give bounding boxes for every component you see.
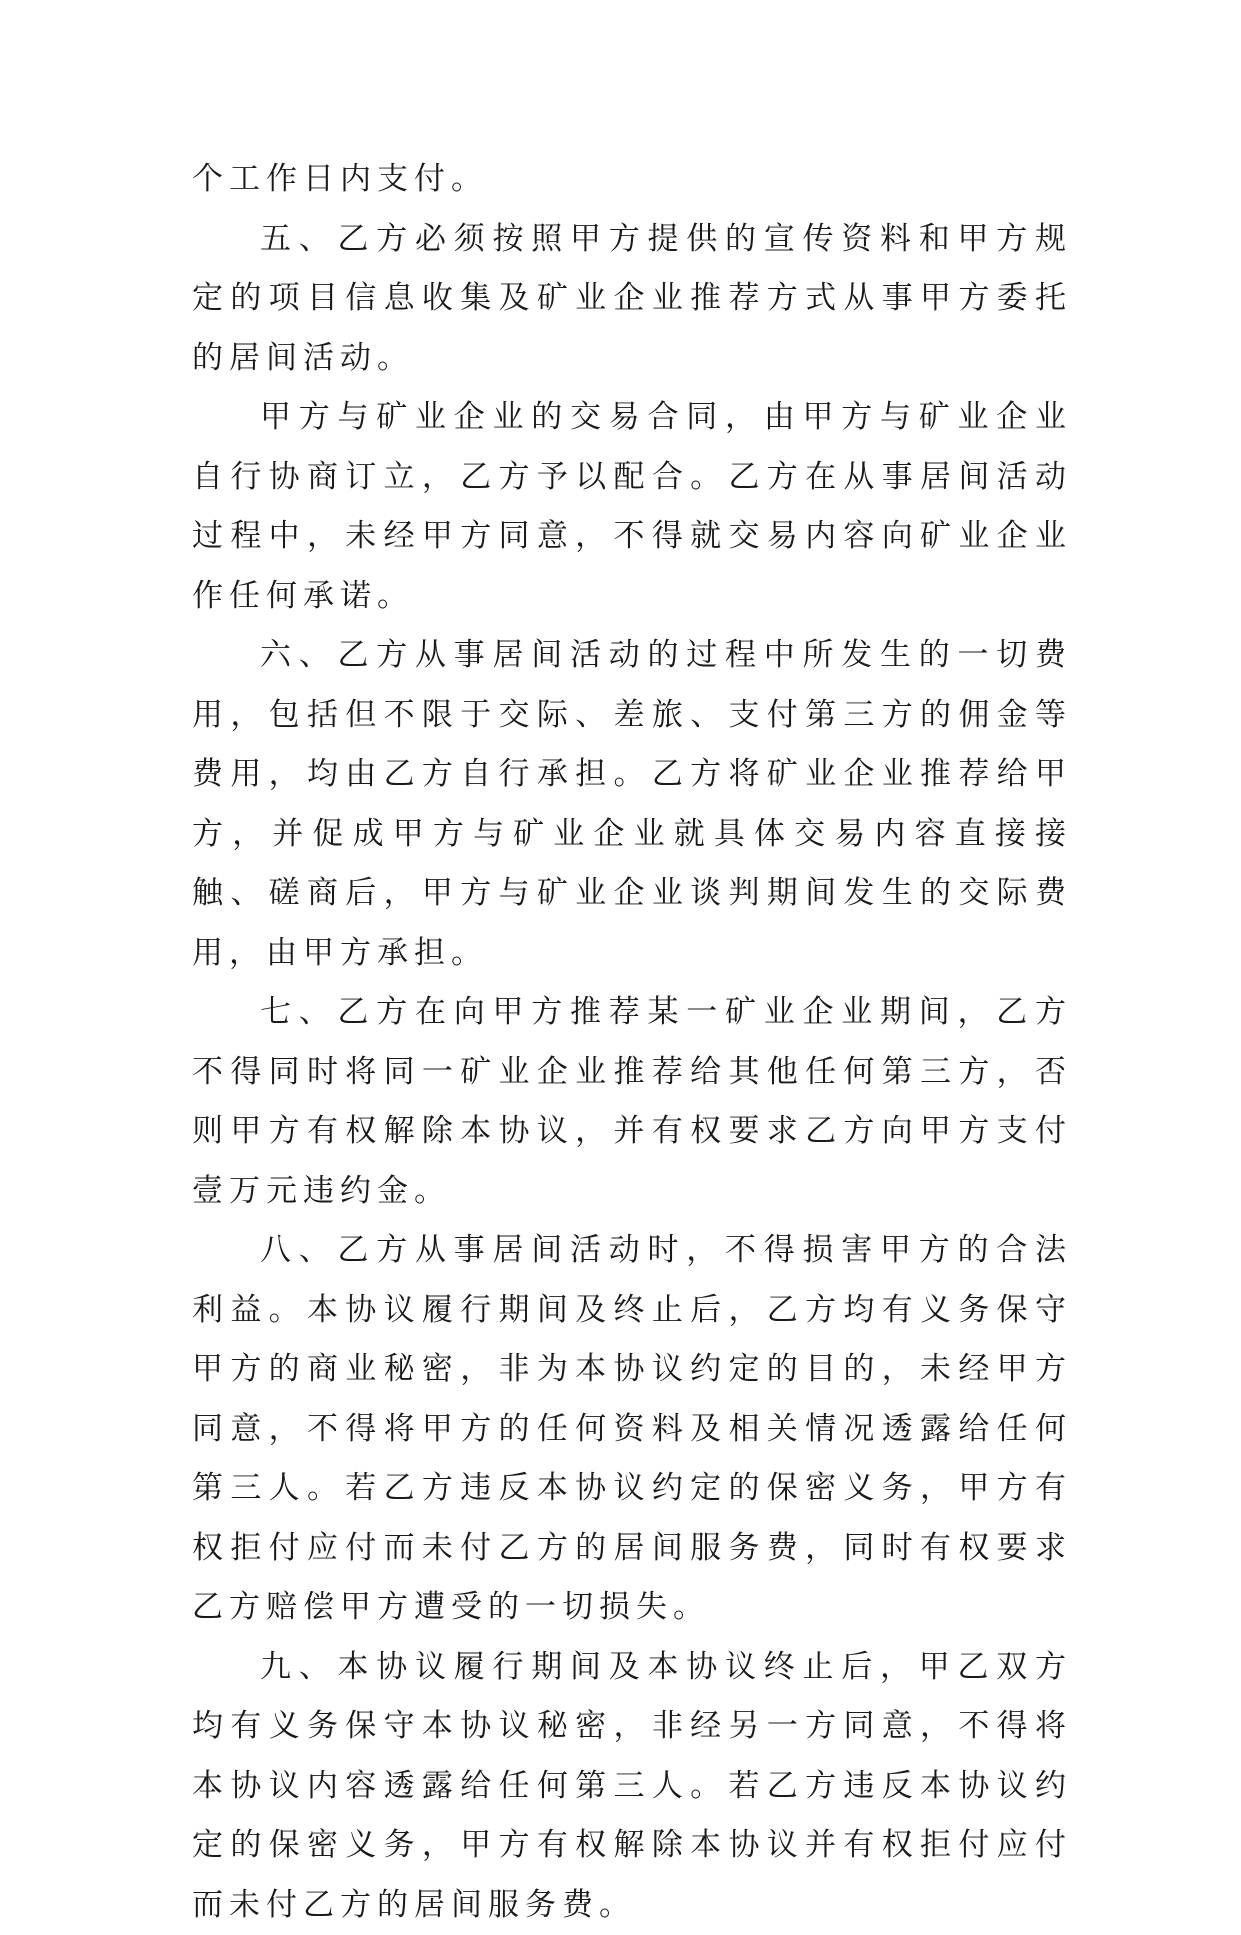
document-body <box>192 150 1072 1935</box>
paragraph-continued: 个工作日内支付。 <box>192 150 1072 210</box>
paragraph-clause-5: 五、乙方必须按照甲方提供的宣传资料和甲方规定的项目信息收集及矿业企业推荐方式从事甲方委托的居间活动。 <box>192 210 1072 389</box>
paragraph-clause-8: 八、乙方从事居间活动时，不得损害甲方的合法利益。本协议履行期间及终止后，乙方均有义务保守甲方的商业秘密，非为本协议约定的目的，未经甲方同意，不得将甲方的任何资料及相关情况透露给任何第三人。若乙方违反本协议约定的保密义务，甲方有权拒付应付而未付乙方的居间服务费，同时有权要求乙方赔偿甲方遭受的一切损失。 <box>192 1221 1072 1638</box>
paragraph-clause-9: 九、本协议履行期间及本协议终止后，甲乙双方均有义务保守本协议秘密，非经另一方同意，不得将本协议内容透露给任何第三人。若乙方违反本协议约定的保密义务，甲方有权解除本协议并有权拒付应付而未付乙方的居间服务费。 <box>192 1638 1072 1935</box>
paragraph-clause-6: 六、乙方从事居间活动的过程中所发生的一切费用，包括但不限于交际、差旅、支付第三方的佣金等费用，均由乙方自行承担。乙方将矿业企业推荐给甲方，并促成甲方与矿业企业就具体交易内容直接接触、磋商后，甲方与矿业企业谈判期间发生的交际费用，由甲方承担。 <box>192 626 1072 983</box>
paragraph-clause-7: 七、乙方在向甲方推荐某一矿业企业期间，乙方不得同时将同一矿业企业推荐给其他任何第三方，否则甲方有权解除本协议，并有权要求乙方向甲方支付壹万元违约金。 <box>192 983 1072 1221</box>
paragraph-clause-5-contract: 甲方与矿业企业的交易合同，由甲方与矿业企业自行协商订立，乙方予以配合。乙方在从事居间活动过程中，未经甲方同意，不得就交易内容向矿业企业作任何承诺。 <box>192 388 1072 626</box>
